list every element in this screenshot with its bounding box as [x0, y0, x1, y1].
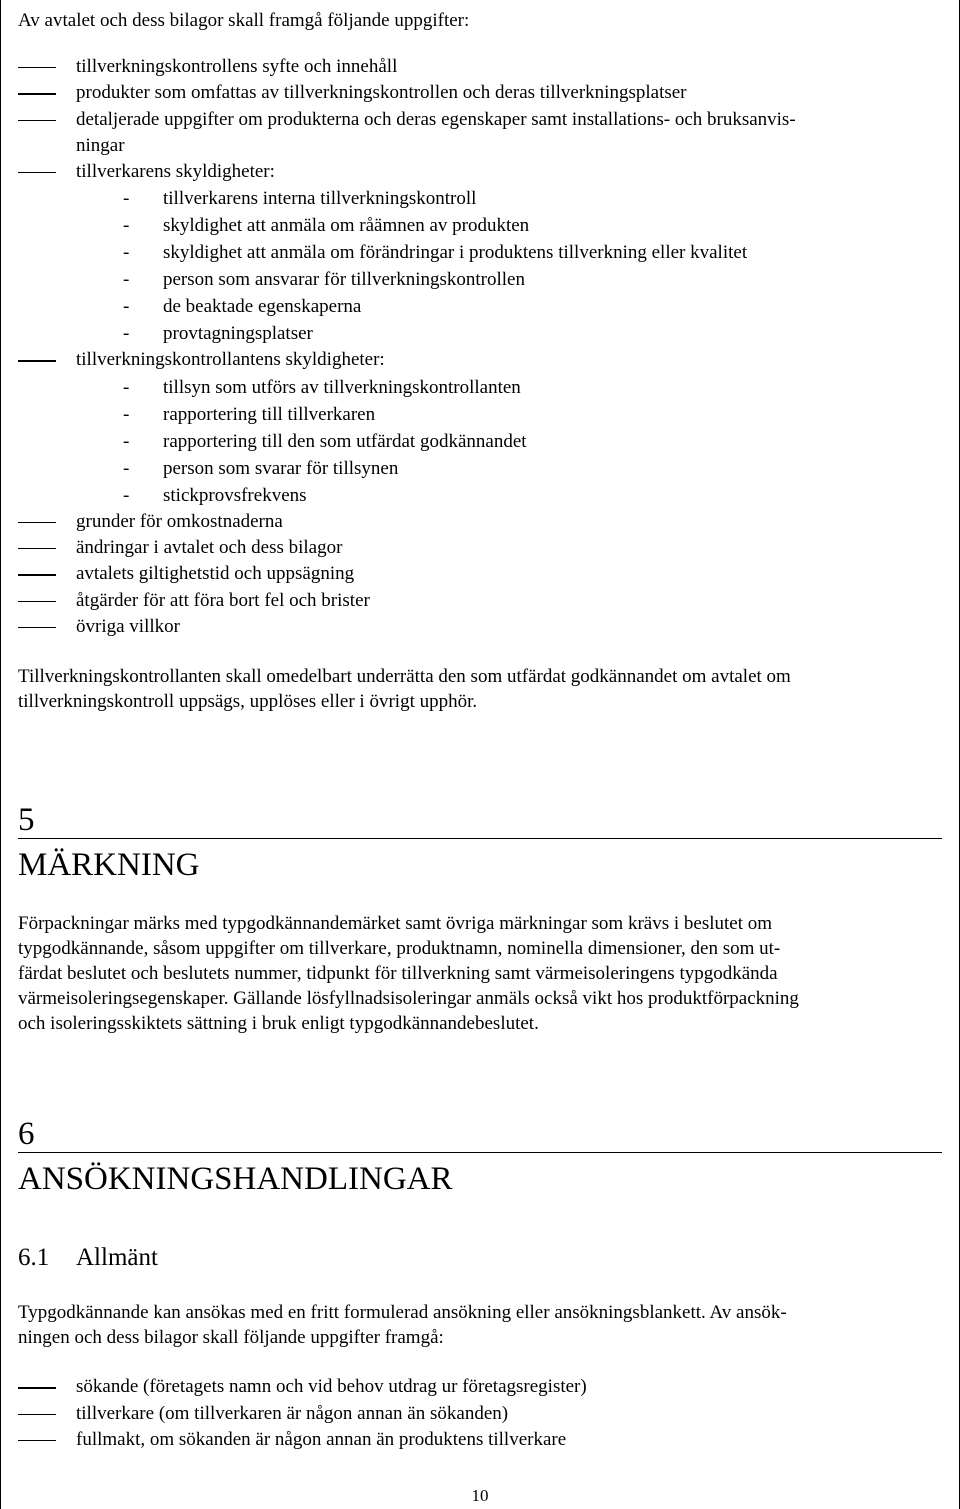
hyphen-marker: -	[123, 403, 130, 425]
list-item: produkter som omfattas av tillverkningskontrollen och deras tillverkningsplatser	[18, 80, 942, 106]
section-5-body: Förpackningar märks med typgodkännandemärket samt övriga märkningar som krävs i beslutet om typgodkännande, såsom uppgifter om tillverkare, produktnamn, nominella dimensioner, den som ut- färdat beslutet och beslutets nummer, tidpunkt för tillverkning samt värmeisoleringens typgodkända värmeisoleringsegenskaper. Gällande lösfyllnadsisoleringar anmäls också vikt hos produktförpackning och isoleringsskiktets sättning i bruk enligt typgodkännandebeslutet.	[18, 913, 799, 1035]
dash-marker	[18, 627, 56, 628]
sub-list-item: - tillverkarens interna tillverkningskontroll	[18, 185, 942, 212]
sub-list-item: - rapportering till tillverkaren	[18, 401, 942, 428]
intro-text: Av avtalet och dess bilagor skall framgå följande uppgifter:	[18, 10, 470, 31]
dash-marker	[18, 1414, 56, 1415]
list-item: ändringar i avtalet och dess bilagor	[18, 535, 942, 561]
dash-marker	[18, 574, 56, 575]
list-item: tillverkarens skyldigheter:	[18, 159, 942, 185]
section-5-heading	[18, 802, 942, 885]
sub-list-item: - rapportering till den som utfärdat godkännandet	[18, 428, 942, 455]
dash-marker	[18, 548, 56, 549]
section-number: 5	[18, 802, 942, 839]
hyphen-marker: -	[123, 215, 130, 237]
subsection-heading	[18, 1243, 942, 1273]
subsection-number: 6.1	[18, 1244, 50, 1272]
hyphen-marker: -	[123, 323, 130, 345]
list-item: tillverkare (om tillverkaren är någon annan än sökanden)	[18, 1401, 942, 1427]
list-item: åtgärder för att föra bort fel och brister	[18, 588, 942, 614]
notification-paragraph: Tillverkningskontrollanten skall omedelbart underrätta den som utfärdat godkännandet om avtalet om tillverkningskontroll uppsägs, upplöses eller i övrigt upphör.	[18, 666, 791, 713]
dash-marker	[18, 120, 56, 121]
list-item: grunder för omkostnaderna	[18, 509, 942, 535]
list-item: övriga villkor	[18, 614, 942, 640]
document-body	[18, 8, 942, 1453]
dash-marker	[18, 360, 56, 361]
hyphen-marker: -	[123, 242, 130, 264]
sub-list-item: - provtagningsplatser	[18, 320, 942, 347]
dash-marker	[18, 67, 56, 68]
list-item: avtalets giltighetstid och uppsägning	[18, 561, 942, 587]
dash-marker	[18, 93, 56, 94]
sub-list-item: - tillsyn som utförs av tillverkningskontrollanten	[18, 374, 942, 401]
hyphen-marker: -	[123, 484, 130, 506]
dash-marker	[18, 601, 56, 602]
list-item: tillverkningskontrollantens skyldigheter:	[18, 347, 942, 373]
section-6-body: Typgodkännande kan ansökas med en fritt formulerad ansökning eller ansökningsblankett. Av ansök- ningen och dess bilagor skall följande uppgifter framgå:	[18, 1302, 787, 1349]
sub-list-item: - person som svarar för tillsynen	[18, 455, 942, 482]
application-list	[18, 1374, 942, 1453]
sub-list-item: - de beaktade egenskaperna	[18, 293, 942, 320]
sub-list-item: - skyldighet att anmäla om råämnen av produkten	[18, 212, 942, 239]
list-item: sökande (företagets namn och vid behov utdrag ur företagsregister)	[18, 1374, 942, 1400]
sub-list-item: - skyldighet att anmäla om förändringar i produktens tillverkning eller kvalitet	[18, 239, 942, 266]
hyphen-marker: -	[123, 188, 130, 210]
list-item: tillverkningskontrollens syfte och innehåll	[18, 54, 942, 80]
sub-list-item: - stickprovsfrekvens	[18, 482, 942, 509]
dash-marker	[18, 1440, 56, 1441]
page-number: 10	[471, 1486, 489, 1505]
hyphen-marker: -	[123, 269, 130, 291]
dash-marker	[18, 172, 56, 173]
section-title: ANSÖKNINGSHANDLINGAR	[18, 1161, 453, 1198]
subsection-title: Allmänt	[76, 1244, 158, 1272]
agreement-list	[18, 54, 942, 640]
section-6-heading	[18, 1116, 942, 1199]
section-title: MÄRKNING	[18, 847, 200, 884]
hyphen-marker: -	[123, 376, 130, 398]
hyphen-marker: -	[123, 457, 130, 479]
section-number: 6	[18, 1116, 942, 1153]
hyphen-marker: -	[123, 296, 130, 318]
hyphen-marker: -	[123, 430, 130, 452]
sub-list-item: - person som ansvarar för tillverkningskontrollen	[18, 266, 942, 293]
list-item: fullmakt, om sökanden är någon annan än produktens tillverkare	[18, 1427, 942, 1453]
list-item: detaljerade uppgifter om produkterna och deras egenskaper samt installations- och bruksanvis- ningar	[18, 107, 942, 160]
dash-marker	[18, 1387, 56, 1388]
dash-marker	[18, 522, 56, 523]
